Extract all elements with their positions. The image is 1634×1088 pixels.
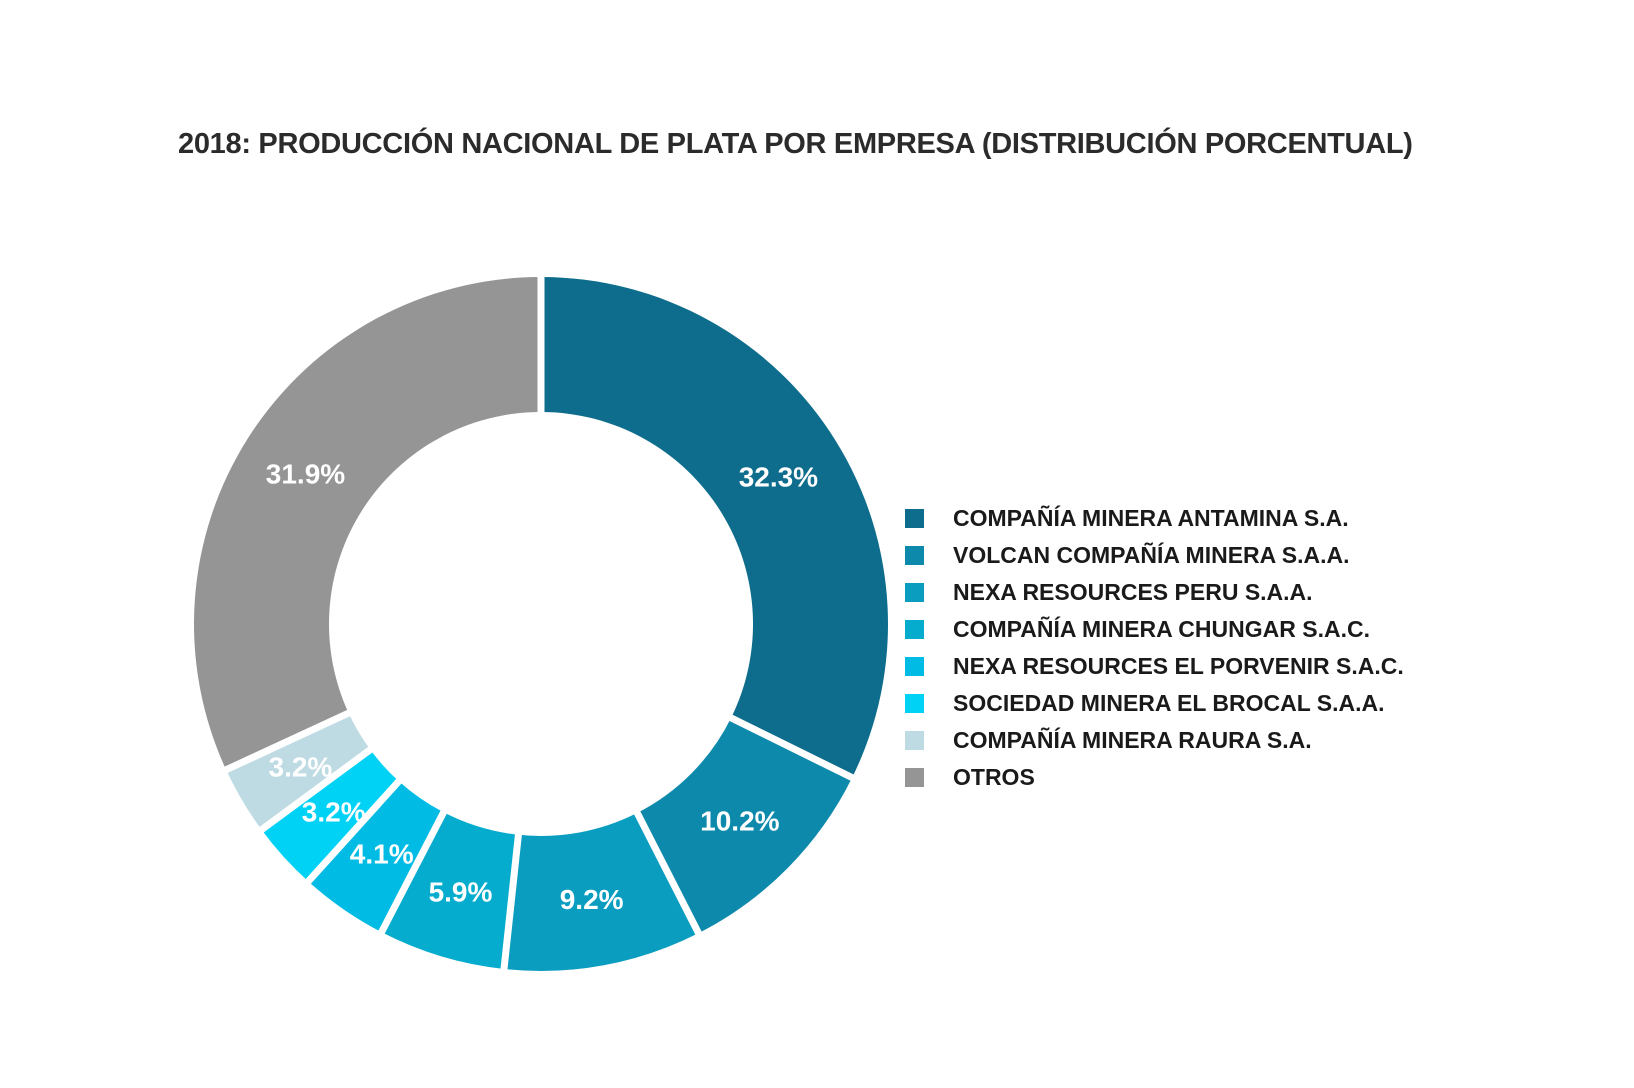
slice-label-antamina: 32.3% xyxy=(738,461,819,493)
slice-label-chungar: 5.9% xyxy=(428,876,493,908)
slice-label-raura: 3.2% xyxy=(268,751,333,783)
legend-label: COMPAÑÍA MINERA RAURA S.A. xyxy=(953,727,1312,753)
slice-label-el-porvenir: 4.1% xyxy=(349,838,414,870)
legend-swatch-antamina-icon xyxy=(905,509,924,528)
legend-item-chungar xyxy=(905,611,1404,648)
legend-swatch-el-brocal-icon xyxy=(905,694,924,713)
slice-label-el-brocal: 3.2% xyxy=(301,796,366,828)
legend-swatch-el-porvenir-icon xyxy=(905,657,924,676)
legend-label: NEXA RESOURCES EL PORVENIR S.A.C. xyxy=(953,653,1404,679)
pie-slice-antamina xyxy=(541,277,888,778)
chart-legend xyxy=(905,500,1404,796)
legend-item-el-porvenir xyxy=(905,648,1404,685)
legend-label: OTROS xyxy=(953,764,1035,790)
legend-item-antamina xyxy=(905,500,1404,537)
slice-label-nexa-peru: 9.2% xyxy=(559,883,624,915)
legend-item-otros xyxy=(905,759,1404,796)
legend-label: VOLCAN COMPAÑÍA MINERA S.A.A. xyxy=(953,542,1350,568)
legend-label: COMPAÑÍA MINERA ANTAMINA S.A. xyxy=(953,505,1349,531)
legend-swatch-nexa-peru-icon xyxy=(905,583,924,602)
legend-label: SOCIEDAD MINERA EL BROCAL S.A.A. xyxy=(953,690,1385,716)
slice-label-otros: 31.9% xyxy=(265,458,346,490)
legend-swatch-otros-icon xyxy=(905,768,924,787)
slice-label-volcan: 10.2% xyxy=(700,805,780,837)
legend-swatch-chungar-icon xyxy=(905,620,924,639)
legend-label: NEXA RESOURCES PERU S.A.A. xyxy=(953,579,1313,605)
legend-item-el-brocal xyxy=(905,685,1404,722)
legend-item-volcan xyxy=(905,537,1404,574)
legend-label: COMPAÑÍA MINERA CHUNGAR S.A.C. xyxy=(953,616,1370,642)
chart-title: 2018: PRODUCCIÓN NACIONAL DE PLATA POR EMPRESA (DISTRIBUCIÓN PORCENTUAL) xyxy=(178,128,1413,160)
legend-item-nexa-peru xyxy=(905,574,1404,611)
pie-slice-otros xyxy=(194,277,541,770)
legend-swatch-raura-icon xyxy=(905,731,924,750)
legend-item-raura xyxy=(905,722,1404,759)
legend-swatch-volcan-icon xyxy=(905,546,924,565)
